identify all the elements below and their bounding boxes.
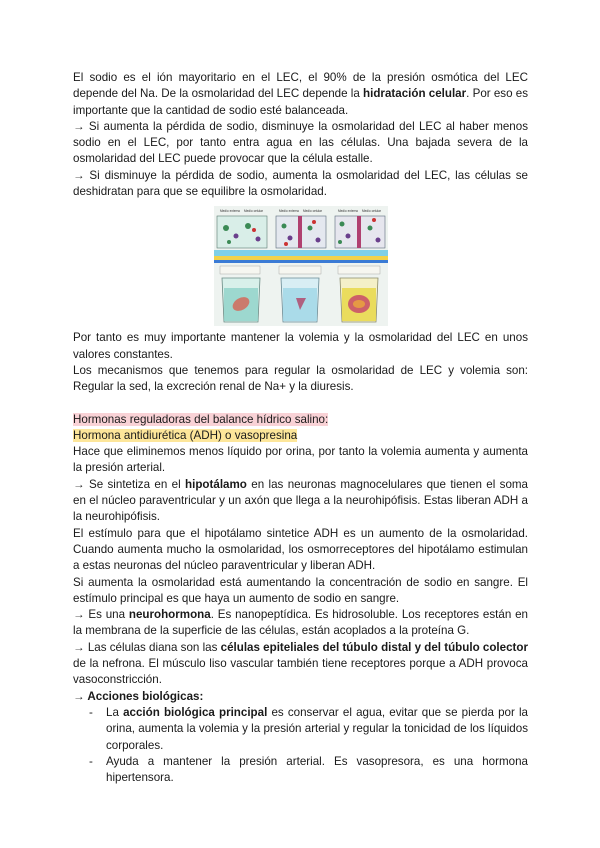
bold-accion-principal: acción biológica principal	[123, 705, 268, 719]
spacer	[73, 396, 528, 412]
bold-celulas-diana: células epiteliales del túbulo distal y del túbulo colector	[220, 640, 528, 654]
figure-label: Medio celular	[243, 209, 263, 214]
adh-paragraph-5: → Es una neurohormona. Es nanopeptídica. Es hidrosoluble. Los receptores están en la membrana de la superficie de las células, están acoplados a la proteína G.	[73, 608, 528, 638]
acciones-heading: → Acciones biológicas:	[73, 689, 204, 703]
figure-label: Medio celular	[302, 209, 322, 214]
adh-paragraph-4: Si aumenta la osmolaridad está aumentando la concentración de sodio en sangre. El estímulo principal es que haya un aumento de sodio en sangre.	[73, 575, 528, 605]
adh-subheading: Hormona antidiurética (ADH) o vasopresina	[73, 428, 298, 442]
beaker-2	[281, 278, 319, 322]
section-heading: Hormonas reguladoras del balance hídrico salino:	[73, 412, 329, 426]
acciones-list	[73, 705, 528, 786]
osmosis-illustration	[214, 206, 388, 326]
after-figure-paragraph-2: Los mecanismos que tenemos para regular la osmolaridad de LEC y volemia son: Regular la sed, la excreción renal de Na+ y la diuresis.	[73, 363, 528, 394]
figure-label: Medio externo	[337, 209, 358, 214]
osmosis-beakers-figure	[214, 206, 388, 326]
document-body	[73, 70, 528, 786]
adh-paragraph-2: → Se sintetiza en el hipotálamo en las neuronas magnocelulares que tienen el soma en el núcleo paraventricular y un axón que llega a la neurohipófisis. Estas liberan ADH a la neurohipófisis.	[73, 477, 528, 524]
beaker-3	[340, 278, 378, 322]
beaker-1	[222, 278, 260, 322]
adh-paragraph-6: → Las células diana son las células epiteliales del túbulo distal y del túbulo colector de la nefrona. El músculo liso vascular también tiene receptores porque a ADH provoca vasoconstricción.	[73, 640, 528, 687]
bold-neurohormona: neurohormona	[128, 608, 211, 622]
adh-paragraph-3: El estímulo para que el hipotálamo sintetice ADH es un aumento de la osmolaridad. Cuando aumenta mucho la osmolaridad, los osmorreceptores del hipotálamo estimulan a estas neuronas del núcleo paraventricular y liberan ADH.	[73, 526, 528, 573]
list-item: - Ayuda a mantener la presión arterial. Es vasopresora, es una hormona hipertensora.	[89, 754, 528, 785]
figure-label: Medio celular	[361, 209, 381, 214]
after-figure-paragraph-1: Por tanto es muy importante mantener la volemia y la osmolaridad del LEC en unos valores constantes.	[73, 331, 528, 361]
figure-label: Medio externo	[219, 209, 240, 214]
bold-hidratacion: hidratación celular	[363, 87, 467, 101]
list-item: - La acción biológica principal es conservar el agua, evitar que se pierda por la orina, aumenta la volemia y la presión arterial y regular la tonicidad de los líquidos corporales.	[89, 705, 529, 752]
adh-paragraph-1: Hace que eliminemos menos líquido por orina, por tanto la volemia aumenta y aumenta la presión arterial.	[73, 445, 528, 475]
bold-hipotalamo: hipotálamo	[185, 477, 247, 491]
intro-paragraph-3: → Si disminuye la pérdida de sodio, aumenta la osmolaridad del LEC, las células se deshidratan para que se equilibre la osmolaridad.	[73, 168, 528, 199]
figure-label: Medio externo	[278, 209, 299, 214]
intro-paragraph-1: El sodio es el ión mayoritario en el LEC, el 90% de la presión osmótica del LEC depende del Na. De la osmolaridad del LEC depende la hidratación celular. Por eso es importante que la cantidad de sodio esté balanceada.	[73, 71, 529, 117]
intro-paragraph-2: → Si aumenta la pérdida de sodio, disminuye la osmolaridad del LEC al haber menos sodio en el LEC, por tanto entra agua en las células. Una bajada severa de la osmolaridad del LEC puede provocar que la célula estalle.	[73, 119, 528, 166]
